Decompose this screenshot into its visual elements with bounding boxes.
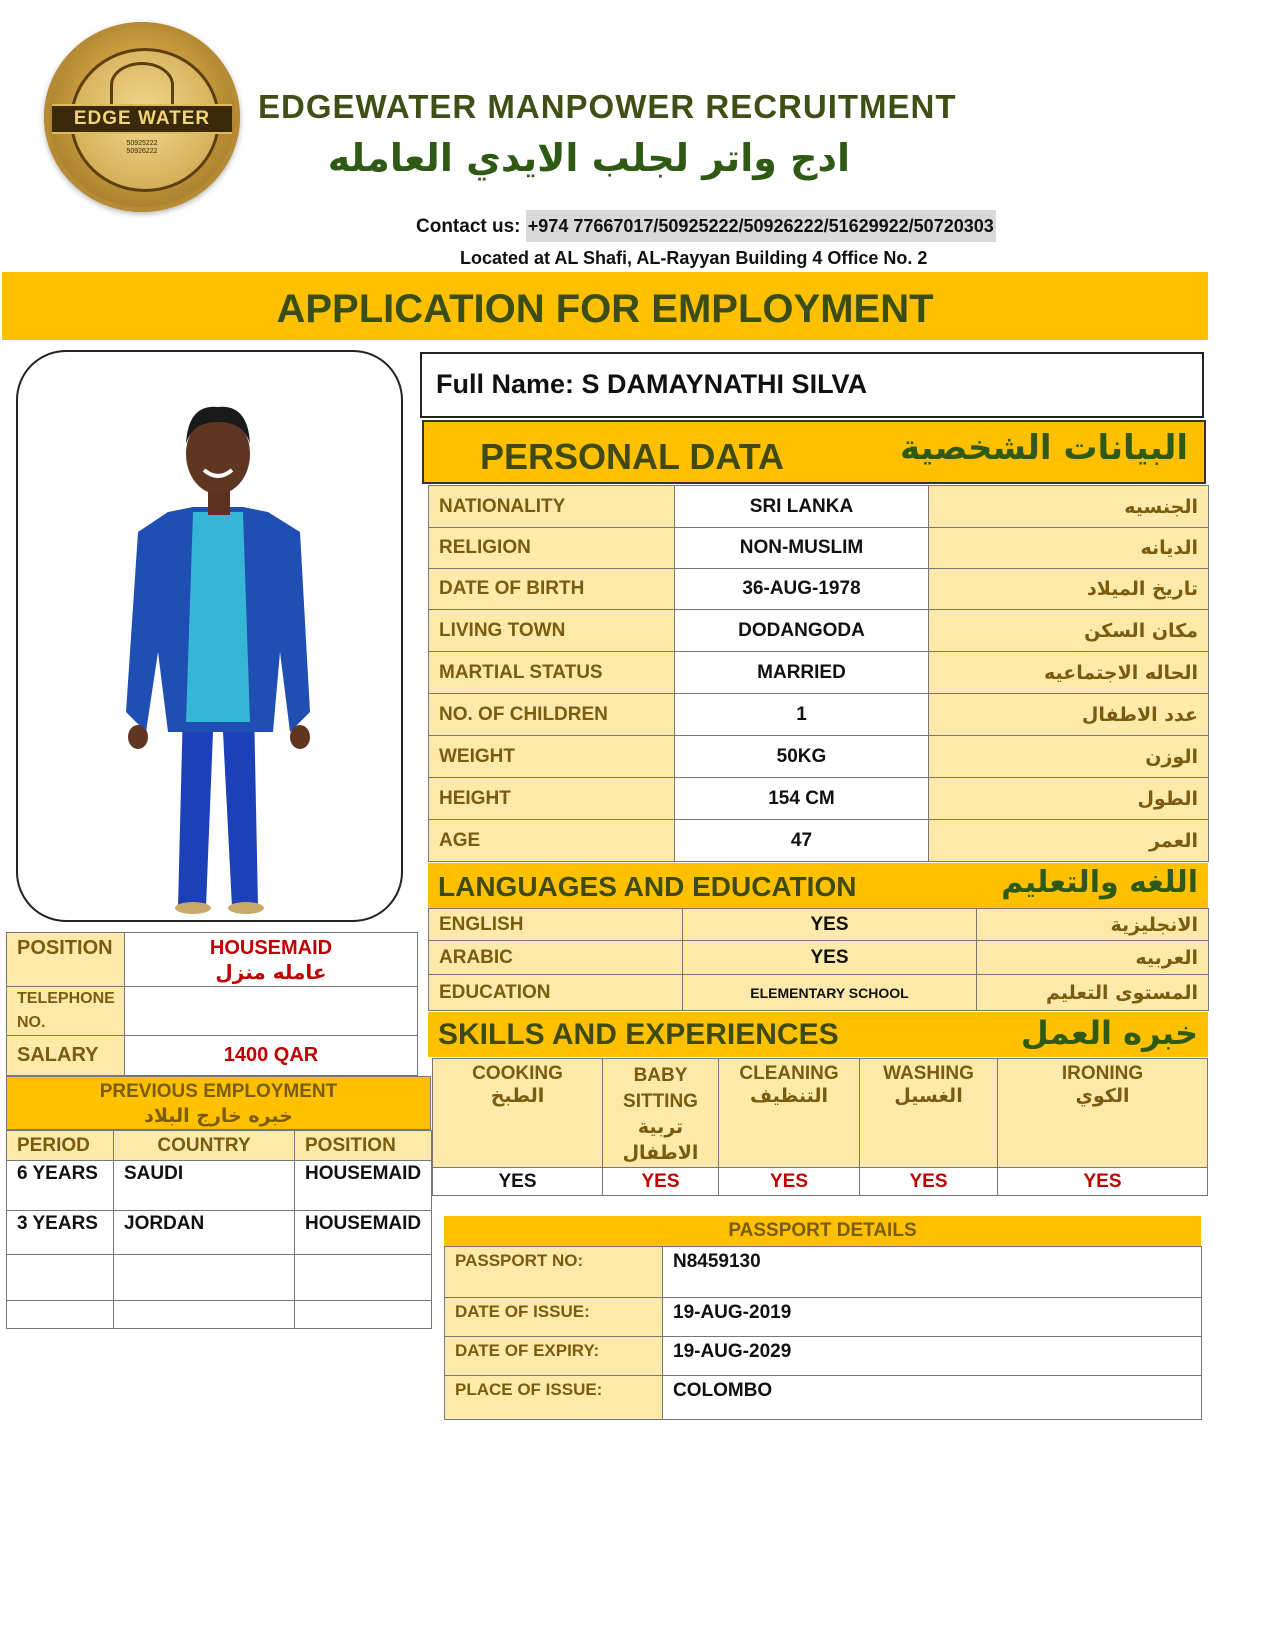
language-label-ar: الانجليزية bbox=[977, 909, 1209, 941]
logo-number-2: 50926222 bbox=[126, 148, 158, 155]
skills-header-row bbox=[433, 1059, 1208, 1168]
field-label: NO. OF CHILDREN bbox=[429, 694, 675, 736]
personal-row bbox=[429, 736, 1209, 778]
employment-row bbox=[7, 1255, 432, 1301]
passport-value: 19-AUG-2019 bbox=[663, 1298, 1202, 1337]
field-label-ar: الوزن bbox=[929, 736, 1209, 778]
logo-band-text: EDGE WATER bbox=[52, 104, 232, 134]
personal-row bbox=[429, 652, 1209, 694]
passport-value: 19-AUG-2029 bbox=[663, 1337, 1202, 1376]
position-cell bbox=[125, 933, 418, 987]
skill-label: CLEANING bbox=[739, 1063, 839, 1084]
personal-row bbox=[429, 820, 1209, 862]
passport-title: PASSPORT DETAILS bbox=[728, 1220, 917, 1241]
language-row bbox=[429, 909, 1209, 941]
skill-cell bbox=[860, 1059, 998, 1168]
position-value: HOUSEMAID bbox=[209, 936, 333, 959]
country-cell bbox=[114, 1301, 295, 1329]
field-label: DATE OF BIRTH bbox=[429, 569, 675, 610]
personal-row bbox=[429, 694, 1209, 736]
skill-label: BABY SITTING bbox=[623, 1065, 698, 1112]
period-cell bbox=[7, 1301, 114, 1329]
globe-icon bbox=[110, 62, 174, 108]
field-value: 1 bbox=[675, 694, 929, 736]
job-row-salary bbox=[7, 1036, 418, 1076]
salary-label: SALARY bbox=[7, 1036, 125, 1076]
field-label-ar: عدد الاطفال bbox=[929, 694, 1209, 736]
job-row-position bbox=[7, 933, 418, 987]
contact-numbers[interactable]: +974 77667017/50925222/50926222/51629922/50720303 bbox=[526, 210, 996, 242]
office-location: Located at AL Shafi, AL-Rayyan Building 4 Office No. 2 bbox=[460, 248, 928, 268]
company-name-en: EDGEWATER MANPOWER RECRUITMENT bbox=[258, 88, 957, 125]
languages-title-en: LANGUAGES AND EDUCATION bbox=[438, 871, 857, 902]
skill-label-ar: الغسيل bbox=[894, 1086, 963, 1107]
field-label: LIVING TOWN bbox=[429, 610, 675, 652]
field-label: RELIGION bbox=[429, 528, 675, 569]
skill-label: IRONING bbox=[1061, 1063, 1144, 1084]
personal-row bbox=[429, 778, 1209, 820]
passport-label: PASSPORT NO: bbox=[445, 1247, 663, 1298]
position-cell: HOUSEMAID bbox=[295, 1211, 432, 1255]
language-label-ar: العربيه bbox=[977, 941, 1209, 975]
previous-employment-title: PREVIOUS EMPLOYMENT bbox=[99, 1081, 338, 1102]
employment-row bbox=[7, 1211, 432, 1255]
passport-row bbox=[445, 1298, 1202, 1337]
languages-header bbox=[428, 863, 1208, 908]
employment-row bbox=[7, 1301, 432, 1329]
skill-cell bbox=[433, 1059, 603, 1168]
company-name-ar: ادج واتر لجلب الايدي العامله bbox=[327, 136, 850, 180]
passport-row bbox=[445, 1376, 1202, 1420]
telephone-value bbox=[125, 987, 418, 1036]
field-label-ar: تاريخ الميلاد bbox=[929, 569, 1209, 610]
skill-value: YES bbox=[603, 1168, 719, 1196]
skills-value-row bbox=[433, 1168, 1208, 1196]
form-title: APPLICATION FOR EMPLOYMENT bbox=[276, 287, 934, 331]
passport-value: N8459130 bbox=[663, 1247, 1202, 1298]
skill-value: YES bbox=[433, 1168, 603, 1196]
field-label-ar: الجنسيه bbox=[929, 486, 1209, 528]
skill-label-ar: الطبخ bbox=[490, 1086, 545, 1107]
skills-table bbox=[432, 1058, 1208, 1196]
skill-cell bbox=[998, 1059, 1208, 1168]
field-value: DODANGODA bbox=[675, 610, 929, 652]
passport-value: COLOMBO bbox=[663, 1376, 1202, 1420]
personal-data-table bbox=[428, 485, 1209, 862]
applicant-photo bbox=[16, 350, 403, 922]
full-name-box bbox=[420, 352, 1204, 418]
applicant-figure bbox=[18, 352, 405, 924]
field-label: WEIGHT bbox=[429, 736, 675, 778]
field-label: MARTIAL STATUS bbox=[429, 652, 675, 694]
form-title-banner bbox=[2, 272, 1208, 340]
field-label-ar: الحاله الاجتماعيه bbox=[929, 652, 1209, 694]
personal-data-title-en: PERSONAL DATA bbox=[480, 436, 785, 477]
previous-employment-header bbox=[6, 1076, 431, 1130]
languages-title-ar: اللغه والتعليم bbox=[1001, 865, 1198, 900]
skill-label: COOKING bbox=[472, 1063, 563, 1084]
personal-row bbox=[429, 569, 1209, 610]
previous-employment-table bbox=[6, 1130, 432, 1329]
language-value: YES bbox=[683, 941, 977, 975]
telephone-label: TELEPHONE NO. bbox=[7, 987, 125, 1036]
passport-label: DATE OF ISSUE: bbox=[445, 1298, 663, 1337]
field-value: 154 CM bbox=[675, 778, 929, 820]
field-value: SRI LANKA bbox=[675, 486, 929, 528]
period-cell: 6 YEARS bbox=[7, 1161, 114, 1211]
passport-header bbox=[444, 1216, 1201, 1246]
skills-title-en: SKILLS AND EXPERIENCES bbox=[438, 1018, 839, 1051]
company-logo bbox=[44, 22, 240, 212]
skill-label-ar: تربية الاطفال bbox=[622, 1117, 699, 1164]
passport-label: DATE OF EXPIRY: bbox=[445, 1337, 663, 1376]
language-label: EDUCATION bbox=[429, 975, 683, 1011]
languages-table bbox=[428, 908, 1209, 1011]
personal-row bbox=[429, 486, 1209, 528]
full-name-value: S DAMAYNATHI SILVA bbox=[581, 369, 868, 399]
col-header-country: COUNTRY bbox=[114, 1131, 295, 1161]
field-value: 36-AUG-1978 bbox=[675, 569, 929, 610]
employment-row bbox=[7, 1161, 432, 1211]
personal-row bbox=[429, 528, 1209, 569]
field-value: 47 bbox=[675, 820, 929, 862]
field-value: MARRIED bbox=[675, 652, 929, 694]
position-value-ar: عامله منزل bbox=[215, 959, 327, 984]
field-label: NATIONALITY bbox=[429, 486, 675, 528]
skill-value: YES bbox=[998, 1168, 1208, 1196]
language-row bbox=[429, 941, 1209, 975]
skill-cell bbox=[603, 1059, 719, 1168]
skills-title-ar: خبره العمل bbox=[1020, 1014, 1198, 1052]
position-cell bbox=[295, 1301, 432, 1329]
field-label-ar: الطول bbox=[929, 778, 1209, 820]
personal-data-title-ar: البيانات الشخصية bbox=[899, 428, 1188, 468]
skill-cell bbox=[719, 1059, 860, 1168]
field-label-ar: العمر bbox=[929, 820, 1209, 862]
language-row bbox=[429, 975, 1209, 1011]
contact-line bbox=[416, 216, 996, 238]
language-value: YES bbox=[683, 909, 977, 941]
period-cell bbox=[7, 1255, 114, 1301]
language-value: ELEMENTARY SCHOOL bbox=[683, 975, 977, 1011]
full-name-label: Full Name: bbox=[436, 369, 575, 399]
field-label: HEIGHT bbox=[429, 778, 675, 820]
previous-employment-title-ar: خبره خارج البلاد bbox=[144, 1105, 293, 1127]
contact-label: Contact us: bbox=[416, 216, 521, 237]
field-label-ar: الديانه bbox=[929, 528, 1209, 569]
position-cell bbox=[295, 1255, 432, 1301]
period-cell: 3 YEARS bbox=[7, 1211, 114, 1255]
salary-value: 1400 QAR bbox=[125, 1036, 418, 1076]
logo-number-1: 50925222 bbox=[126, 140, 158, 147]
country-cell: JORDAN bbox=[114, 1211, 295, 1255]
job-row-telephone bbox=[7, 987, 418, 1036]
skill-label: WASHING bbox=[883, 1063, 974, 1084]
personal-row bbox=[429, 610, 1209, 652]
field-value: NON-MUSLIM bbox=[675, 528, 929, 569]
skill-label-ar: التنظيف bbox=[749, 1086, 829, 1107]
language-label: ENGLISH bbox=[429, 909, 683, 941]
col-header-period: PERIOD bbox=[7, 1131, 114, 1161]
passport-table bbox=[444, 1246, 1202, 1420]
skills-header bbox=[428, 1012, 1208, 1057]
language-label: ARABIC bbox=[429, 941, 683, 975]
personal-data-header bbox=[422, 420, 1206, 484]
passport-label: PLACE OF ISSUE: bbox=[445, 1376, 663, 1420]
position-label: POSITION bbox=[7, 933, 125, 987]
passport-row bbox=[445, 1247, 1202, 1298]
skill-label-ar: الكوي bbox=[1075, 1086, 1130, 1107]
country-cell bbox=[114, 1255, 295, 1301]
field-label-ar: مكان السكن bbox=[929, 610, 1209, 652]
field-value: 50KG bbox=[675, 736, 929, 778]
previous-employment-headers bbox=[7, 1131, 432, 1161]
passport-row bbox=[445, 1337, 1202, 1376]
col-header-position: POSITION bbox=[295, 1131, 432, 1161]
skill-value: YES bbox=[719, 1168, 860, 1196]
position-cell: HOUSEMAID bbox=[295, 1161, 432, 1211]
country-cell: SAUDI bbox=[114, 1161, 295, 1211]
logo-numbers bbox=[44, 140, 240, 156]
language-label-ar: المستوى التعليم bbox=[977, 975, 1209, 1011]
field-label: AGE bbox=[429, 820, 675, 862]
job-details-table bbox=[6, 932, 418, 1076]
skill-value: YES bbox=[860, 1168, 998, 1196]
